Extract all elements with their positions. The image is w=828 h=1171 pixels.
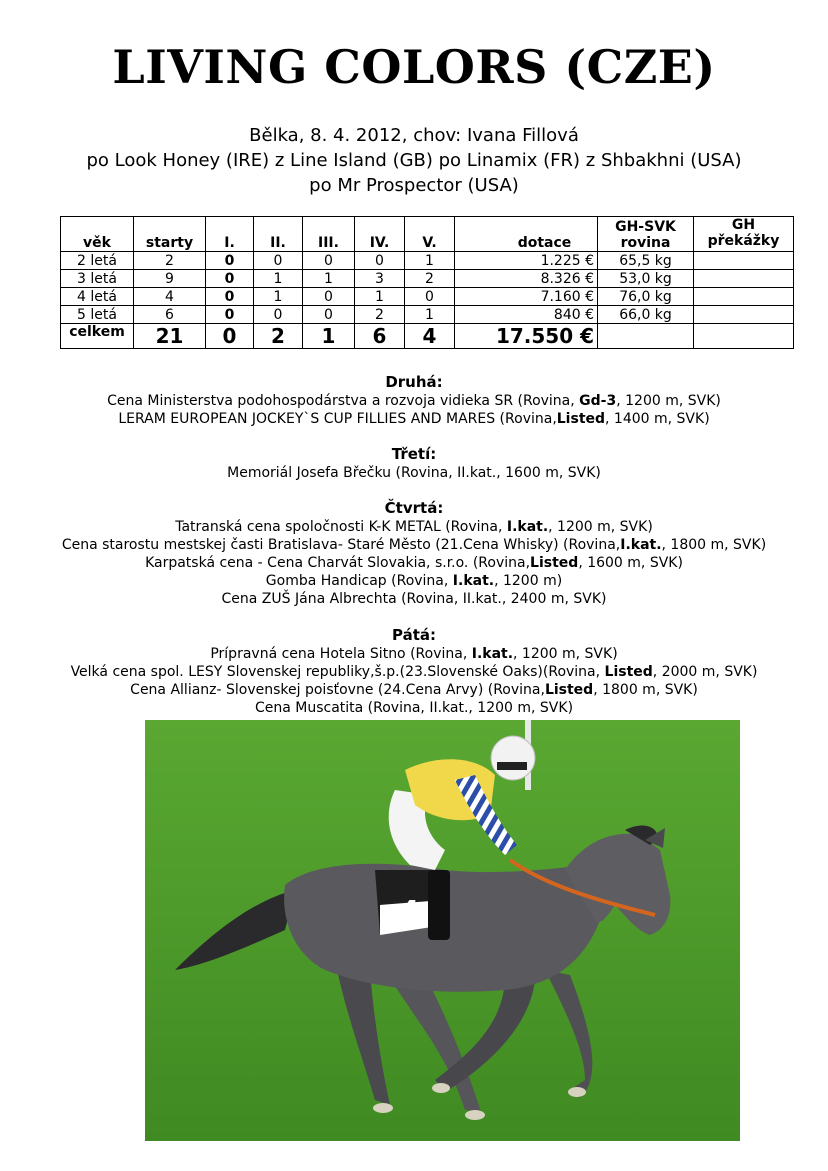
total-cell: 21 bbox=[134, 324, 206, 349]
header-cell: starty bbox=[134, 217, 206, 252]
header-cell: GH překážky bbox=[694, 217, 794, 252]
race-grade: Listed bbox=[530, 555, 579, 571]
section-third-places bbox=[0, 445, 828, 482]
header-cell: I. bbox=[206, 217, 254, 252]
header-cell: věk bbox=[61, 217, 134, 252]
table-header-row bbox=[61, 217, 794, 252]
race-line bbox=[0, 572, 828, 590]
race-record-table bbox=[60, 216, 794, 349]
horse-jockey-illustration bbox=[145, 720, 740, 1141]
table-cell bbox=[694, 288, 794, 306]
race-grade: I.kat. bbox=[506, 519, 549, 535]
table-cell: 0 bbox=[254, 252, 303, 270]
table-total-row bbox=[61, 324, 794, 349]
race-text: Velká cena spol. LESY Slovenskej republiky,š.p.(23.Slovenské Oaks)(Rovina, bbox=[70, 664, 605, 680]
header-cell: dotace bbox=[455, 217, 598, 252]
table-cell: 840 € bbox=[455, 306, 598, 324]
race-text: , 1200 m) bbox=[494, 573, 563, 589]
table-cell: 1 bbox=[355, 288, 405, 306]
table-cell: 65,5 kg bbox=[598, 252, 694, 270]
table-cell: 1 bbox=[405, 306, 455, 324]
race-text: Cena ZUŠ Jána Albrechta (Rovina, II.kat., 2400 m, SVK) bbox=[221, 591, 607, 607]
table-cell: 3 letá bbox=[61, 270, 134, 288]
table-cell: 4 bbox=[134, 288, 206, 306]
race-line bbox=[0, 518, 828, 536]
race-text: Tatranská cena spoločnosti K-K METAL (Rovina, bbox=[175, 519, 507, 535]
table-row bbox=[61, 270, 794, 288]
header-cell: III. bbox=[303, 217, 355, 252]
section-fifth-places bbox=[0, 626, 828, 717]
race-text: , 1200 m, SVK) bbox=[616, 393, 721, 409]
table-cell: 0 bbox=[303, 252, 355, 270]
pedigree-line-continued: po Mr Prospector (USA) bbox=[309, 175, 519, 196]
table-cell: 1 bbox=[405, 252, 455, 270]
race-line bbox=[0, 536, 828, 554]
race-grade: Listed bbox=[544, 682, 594, 698]
header-cell: V. bbox=[405, 217, 455, 252]
table-cell: 4 letá bbox=[61, 288, 134, 306]
table-cell: 0 bbox=[303, 306, 355, 324]
race-text: , 1200 m, SVK) bbox=[548, 519, 653, 535]
header-cell: II. bbox=[254, 217, 303, 252]
race-line bbox=[0, 554, 828, 572]
table-cell: 5 letá bbox=[61, 306, 134, 324]
section-heading: Čtvrtá: bbox=[384, 499, 444, 517]
table-cell: 76,0 kg bbox=[598, 288, 694, 306]
jockey-goggles bbox=[497, 762, 527, 770]
table-cell bbox=[694, 252, 794, 270]
race-line bbox=[0, 681, 828, 699]
table-cell: 0 bbox=[355, 252, 405, 270]
table-cell: 0 bbox=[405, 288, 455, 306]
total-cell bbox=[694, 324, 794, 349]
race-text: LERAM EUROPEAN JOCKEY`S CUP FILLIES AND MARES (Rovina, bbox=[118, 411, 557, 427]
table-cell: 2 letá bbox=[61, 252, 134, 270]
table-cell: 2 bbox=[405, 270, 455, 288]
total-cell: celkem bbox=[61, 324, 134, 349]
pedigree-line: po Look Honey (IRE) z Line Island (GB) po Linamix (FR) z Shbakhni (USA) bbox=[86, 150, 742, 171]
table-cell: 0 bbox=[206, 252, 254, 270]
jockey-helmet bbox=[491, 736, 535, 780]
race-text: , 1200 m, SVK) bbox=[513, 646, 618, 662]
table-cell: 1 bbox=[303, 270, 355, 288]
race-grade: Listed bbox=[556, 411, 606, 427]
race-text: , 1800 m, SVK) bbox=[593, 682, 698, 698]
table-cell: 53,0 kg bbox=[598, 270, 694, 288]
table-cell: 1.225 € bbox=[455, 252, 598, 270]
race-text: , 1800 m, SVK) bbox=[661, 537, 767, 553]
race-line bbox=[0, 645, 828, 663]
total-cell: 1 bbox=[303, 324, 355, 349]
section-fourth-places bbox=[0, 499, 828, 608]
section-heading: Druhá: bbox=[385, 373, 443, 391]
total-cell: 17.550 € bbox=[455, 324, 598, 349]
table-row bbox=[61, 306, 794, 324]
race-grade: Listed bbox=[604, 664, 653, 680]
total-cell: 0 bbox=[206, 324, 254, 349]
table-cell: 0 bbox=[303, 288, 355, 306]
birth-breeder-line: Bělka, 8. 4. 2012, chov: Ivana Fillová bbox=[249, 125, 579, 146]
table-row bbox=[61, 288, 794, 306]
race-grade: I.kat. bbox=[620, 537, 662, 553]
race-grade: I.kat. bbox=[471, 646, 514, 662]
table-cell: 0 bbox=[206, 306, 254, 324]
race-line bbox=[0, 663, 828, 681]
table-cell: 1 bbox=[254, 270, 303, 288]
race-line bbox=[0, 590, 828, 608]
total-cell: 4 bbox=[405, 324, 455, 349]
race-text: Cena starostu mestskej časti Bratislava- Staré Město (21.Cena Whisky) (Rovina, bbox=[61, 537, 621, 553]
table-row bbox=[61, 252, 794, 270]
race-text: Cena Muscatita (Rovina, II.kat., 1200 m, SVK) bbox=[254, 700, 574, 716]
race-grade: Gd-3 bbox=[579, 393, 617, 409]
total-cell: 2 bbox=[254, 324, 303, 349]
total-cell bbox=[598, 324, 694, 349]
total-cell: 6 bbox=[355, 324, 405, 349]
race-line bbox=[0, 392, 828, 410]
race-photo bbox=[145, 720, 740, 1141]
table-cell: 1 bbox=[254, 288, 303, 306]
table-cell: 2 bbox=[134, 252, 206, 270]
table-cell: 3 bbox=[355, 270, 405, 288]
table-cell: 2 bbox=[355, 306, 405, 324]
race-text: Prípravná cena Hotela Sitno (Rovina, bbox=[210, 646, 472, 662]
header-cell: IV. bbox=[355, 217, 405, 252]
race-line bbox=[0, 410, 828, 428]
table-cell: 9 bbox=[134, 270, 206, 288]
table-cell: 7.160 € bbox=[455, 288, 598, 306]
race-text: Cena Allianz- Slovenskej poisťovne (24.Cena Arvy) (Rovina, bbox=[130, 682, 545, 698]
table-cell: 66,0 kg bbox=[598, 306, 694, 324]
section-heading: Pátá: bbox=[391, 626, 436, 644]
race-line bbox=[0, 464, 828, 482]
table-cell: 0 bbox=[206, 288, 254, 306]
race-text: , 1400 m, SVK) bbox=[605, 411, 710, 427]
saddle-number: 4 bbox=[400, 894, 420, 927]
race-line bbox=[0, 699, 828, 717]
race-text: Gomba Handicap (Rovina, bbox=[265, 573, 453, 589]
race-text: Memoriál Josefa Břečku (Rovina, II.kat., 1600 m, SVK) bbox=[227, 465, 601, 481]
horse-name-title: LIVING COLORS (CZE) bbox=[112, 40, 716, 94]
race-text: , 2000 m, SVK) bbox=[652, 664, 758, 680]
section-heading: Třetí: bbox=[391, 445, 437, 463]
table-cell: 0 bbox=[254, 306, 303, 324]
section-second-places bbox=[0, 373, 828, 428]
race-text: Karpatská cena - Cena Charvát Slovakia, s.r.o. (Rovina, bbox=[145, 555, 531, 571]
table-cell bbox=[694, 270, 794, 288]
jockey-boot bbox=[428, 870, 450, 940]
header-cell: GH-SVK rovina bbox=[598, 217, 694, 252]
race-grade: I.kat. bbox=[452, 573, 495, 589]
race-text: Cena Ministerstva podohospodárstva a rozvoja vidieka SR (Rovina, bbox=[107, 393, 580, 409]
table-cell bbox=[694, 306, 794, 324]
table-cell: 6 bbox=[134, 306, 206, 324]
table-cell: 8.326 € bbox=[455, 270, 598, 288]
race-text: , 1600 m, SVK) bbox=[578, 555, 683, 571]
table-cell: 0 bbox=[206, 270, 254, 288]
